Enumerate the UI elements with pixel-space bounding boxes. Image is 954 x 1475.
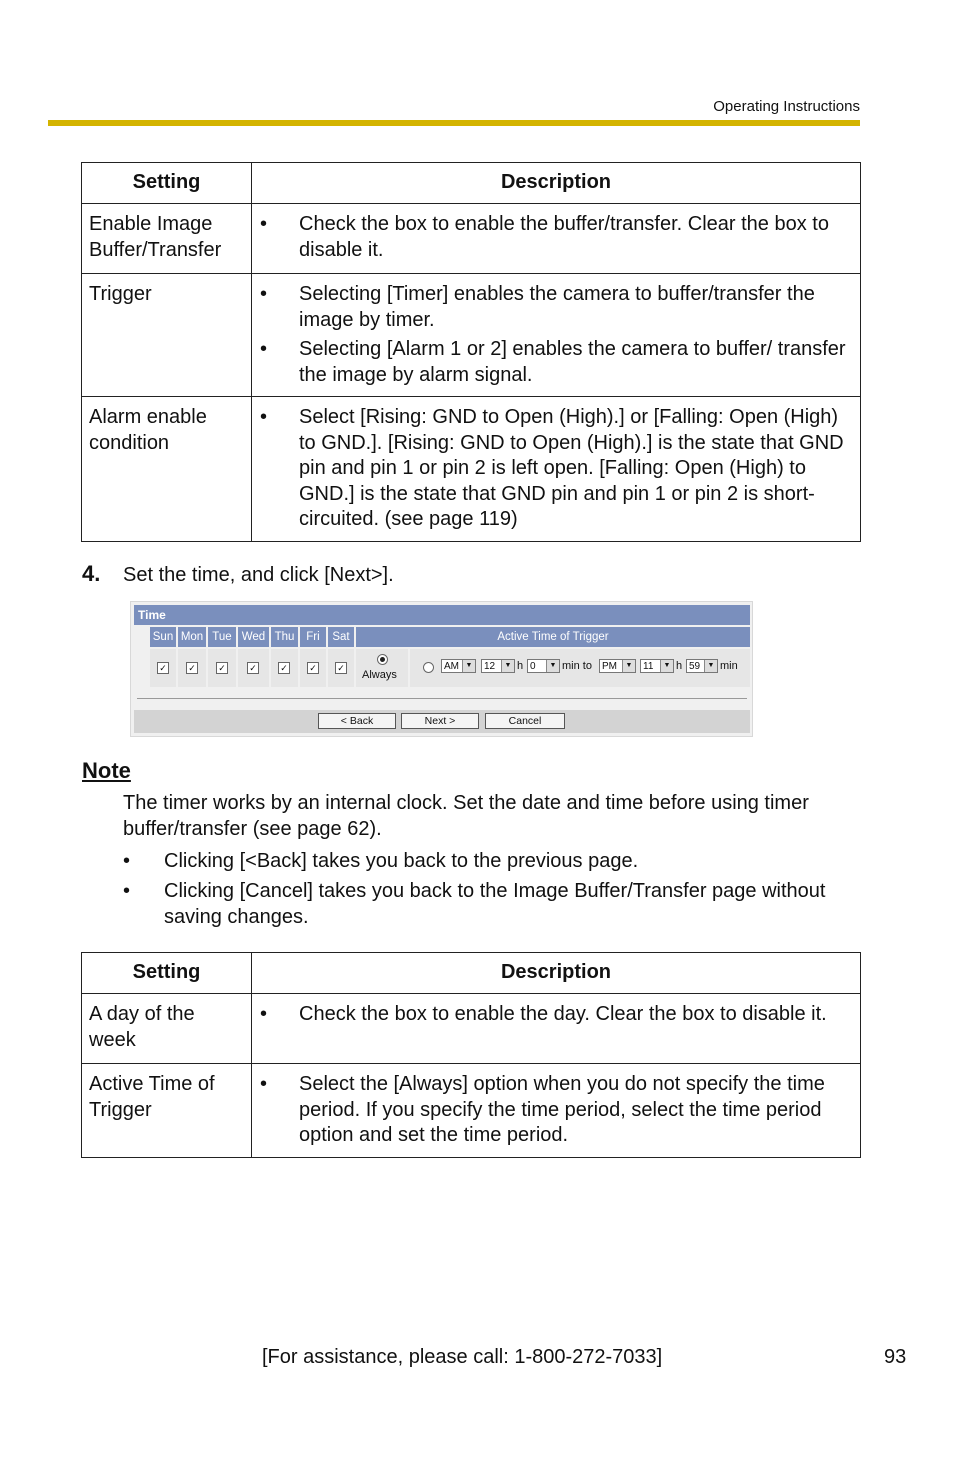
running-header: Operating Instructions (713, 98, 860, 115)
column-header-description: Description (252, 953, 861, 994)
day-header-sun: Sun (150, 627, 176, 647)
bullet-text: Check the box to enable the day. Clear the box to disable it. (299, 1003, 827, 1025)
always-label: Always (362, 669, 397, 681)
hour-unit-label: h (517, 660, 524, 672)
end-ampm-value: PM (602, 661, 617, 672)
day-header-thu: Thu (271, 627, 298, 647)
note-bullet: • Clicking [Cancel] takes you back to the Image Buffer/Transfer page without saving changes. (123, 879, 861, 930)
step-number: 4. (82, 561, 101, 586)
checkbox-fri[interactable]: ✓ (307, 662, 319, 674)
chevron-down-icon: ▼ (546, 660, 559, 672)
hour-unit-label: h (676, 660, 683, 672)
checkbox-sat[interactable]: ✓ (335, 662, 347, 674)
end-minute-select[interactable] (686, 659, 718, 673)
start-minute-value: 0 (530, 661, 536, 672)
divider (137, 698, 747, 699)
time-settings-screenshot (130, 601, 753, 737)
column-header-description: Description (252, 163, 861, 204)
note-bullet-text: Clicking [<Back] takes you back to the previous page. (164, 850, 639, 872)
bullet-item: • Select [Rising: GND to Open (High).] or [Falling: Open (High) to GND.]. [Rising: GND to Open (High).] is the state that GND pin and pin 1 or pin 2 is left open. [Falling: Open (High) to GND.] is the state that GND pin and pin 1 or pin 2 is short-circuited. (see page 119) (252, 405, 854, 533)
settings-table-1 (81, 162, 861, 542)
column-header-setting: Setting (82, 953, 252, 994)
bullet-text: Check the box to enable the buffer/transfer. Clear the box to disable it. (299, 213, 829, 261)
start-hour-select[interactable] (481, 659, 515, 673)
always-radio[interactable] (377, 654, 388, 665)
chevron-down-icon: ▼ (704, 660, 717, 672)
note-heading: Note (82, 758, 131, 783)
setting-cell: Alarm enable condition (82, 397, 252, 542)
time-period-radio[interactable] (423, 662, 434, 673)
description-cell (252, 1064, 861, 1158)
setting-cell: Trigger (82, 274, 252, 397)
end-ampm-select[interactable] (599, 659, 636, 673)
table-row (82, 1064, 861, 1158)
table-row (82, 204, 861, 274)
setting-cell: Active Time of Trigger (82, 1064, 252, 1158)
table-row (82, 274, 861, 397)
checkbox-tue[interactable]: ✓ (216, 662, 228, 674)
bullet-item: • Select the [Always] option when you do not specify the time period. If you specify the time period, select the time period option and set the time period. (252, 1072, 854, 1149)
chevron-down-icon: ▼ (660, 660, 673, 672)
day-header-tue: Tue (208, 627, 236, 647)
header-rule (48, 120, 860, 126)
checkbox-sun[interactable]: ✓ (157, 662, 169, 674)
checkbox-thu[interactable]: ✓ (278, 662, 290, 674)
column-header-setting: Setting (82, 163, 252, 204)
table-row (82, 994, 861, 1064)
start-ampm-select[interactable] (441, 659, 476, 673)
bullet-item: • Selecting [Alarm 1 or 2] enables the camera to buffer/ transfer the image by alarm signal. (252, 337, 854, 388)
step-text: Set the time, and click [Next>]. (123, 564, 394, 586)
bullet-text: Select [Rising: GND to Open (High).] or [Falling: Open (High) to GND.]. [Rising: GND to Open (High).] is the state that GND pin and pin 1 or pin 2 is left open. [Falling: Open (High) to GND.] is the state that GND pin and pin 1 or pin 2 is short-circuited. (see page 119) (299, 406, 844, 530)
description-cell (252, 994, 861, 1064)
end-hour-select[interactable] (640, 659, 674, 673)
table-row (82, 397, 861, 542)
bullet-item: • Selecting [Timer] enables the camera to buffer/transfer the image by timer. (252, 282, 854, 333)
bullet-text: Select the [Always] option when you do not specify the time period. If you specify the time period, select the time period option and set the time period. (299, 1073, 825, 1146)
chevron-down-icon: ▼ (622, 660, 635, 672)
table-header-row (82, 953, 861, 994)
chevron-down-icon: ▼ (462, 660, 475, 672)
settings-table-2 (81, 952, 861, 1158)
start-minute-select[interactable] (527, 659, 560, 673)
description-cell (252, 204, 861, 274)
page-number: 93 (884, 1346, 907, 1368)
next-button[interactable]: Next > (401, 713, 479, 729)
bullet-text: Selecting [Timer] enables the camera to buffer/transfer the image by timer. (299, 283, 815, 331)
description-cell (252, 274, 861, 397)
note-bullet: • Clicking [<Back] takes you back to the previous page. (123, 849, 861, 875)
day-header-wed: Wed (238, 627, 269, 647)
bullet-item: • Check the box to enable the buffer/transfer. Clear the box to disable it. (252, 212, 854, 263)
back-button[interactable]: < Back (318, 713, 396, 729)
bullet-text: Selecting [Alarm 1 or 2] enables the camera to buffer/ transfer the image by alarm signal. (299, 338, 846, 386)
setting-cell: Enable Image Buffer/Transfer (82, 204, 252, 274)
table-header-row (82, 163, 861, 204)
note-bullet-text: Clicking [Cancel] takes you back to the Image Buffer/Transfer page without saving changes. (164, 880, 826, 928)
end-hour-value: 11 (643, 661, 654, 672)
checkbox-mon[interactable]: ✓ (186, 662, 198, 674)
start-hour-value: 12 (484, 661, 496, 672)
note-paragraph: The timer works by an internal clock. Set the date and time before using timer buffer/transfer (see page 62). (123, 792, 809, 840)
start-ampm-value: AM (444, 661, 459, 672)
min-to-label: min to (562, 660, 592, 672)
min-unit-label: min (720, 660, 738, 672)
day-header-sat: Sat (328, 627, 354, 647)
cancel-button[interactable]: Cancel (485, 713, 565, 729)
setting-cell: A day of the week (82, 994, 252, 1064)
time-panel-title: Time (134, 605, 750, 625)
bullet-item: • Check the box to enable the day. Clear the box to disable it. (252, 1002, 854, 1028)
checkbox-wed[interactable]: ✓ (247, 662, 259, 674)
active-time-header: Active Time of Trigger (356, 627, 750, 647)
assistance-footer: [For assistance, please call: 1-800-272-7033] (262, 1346, 663, 1368)
description-cell (252, 397, 861, 542)
day-header-fri: Fri (300, 627, 326, 647)
end-minute-value: 59 (689, 661, 701, 672)
chevron-down-icon: ▼ (501, 660, 514, 672)
day-header-mon: Mon (178, 627, 206, 647)
